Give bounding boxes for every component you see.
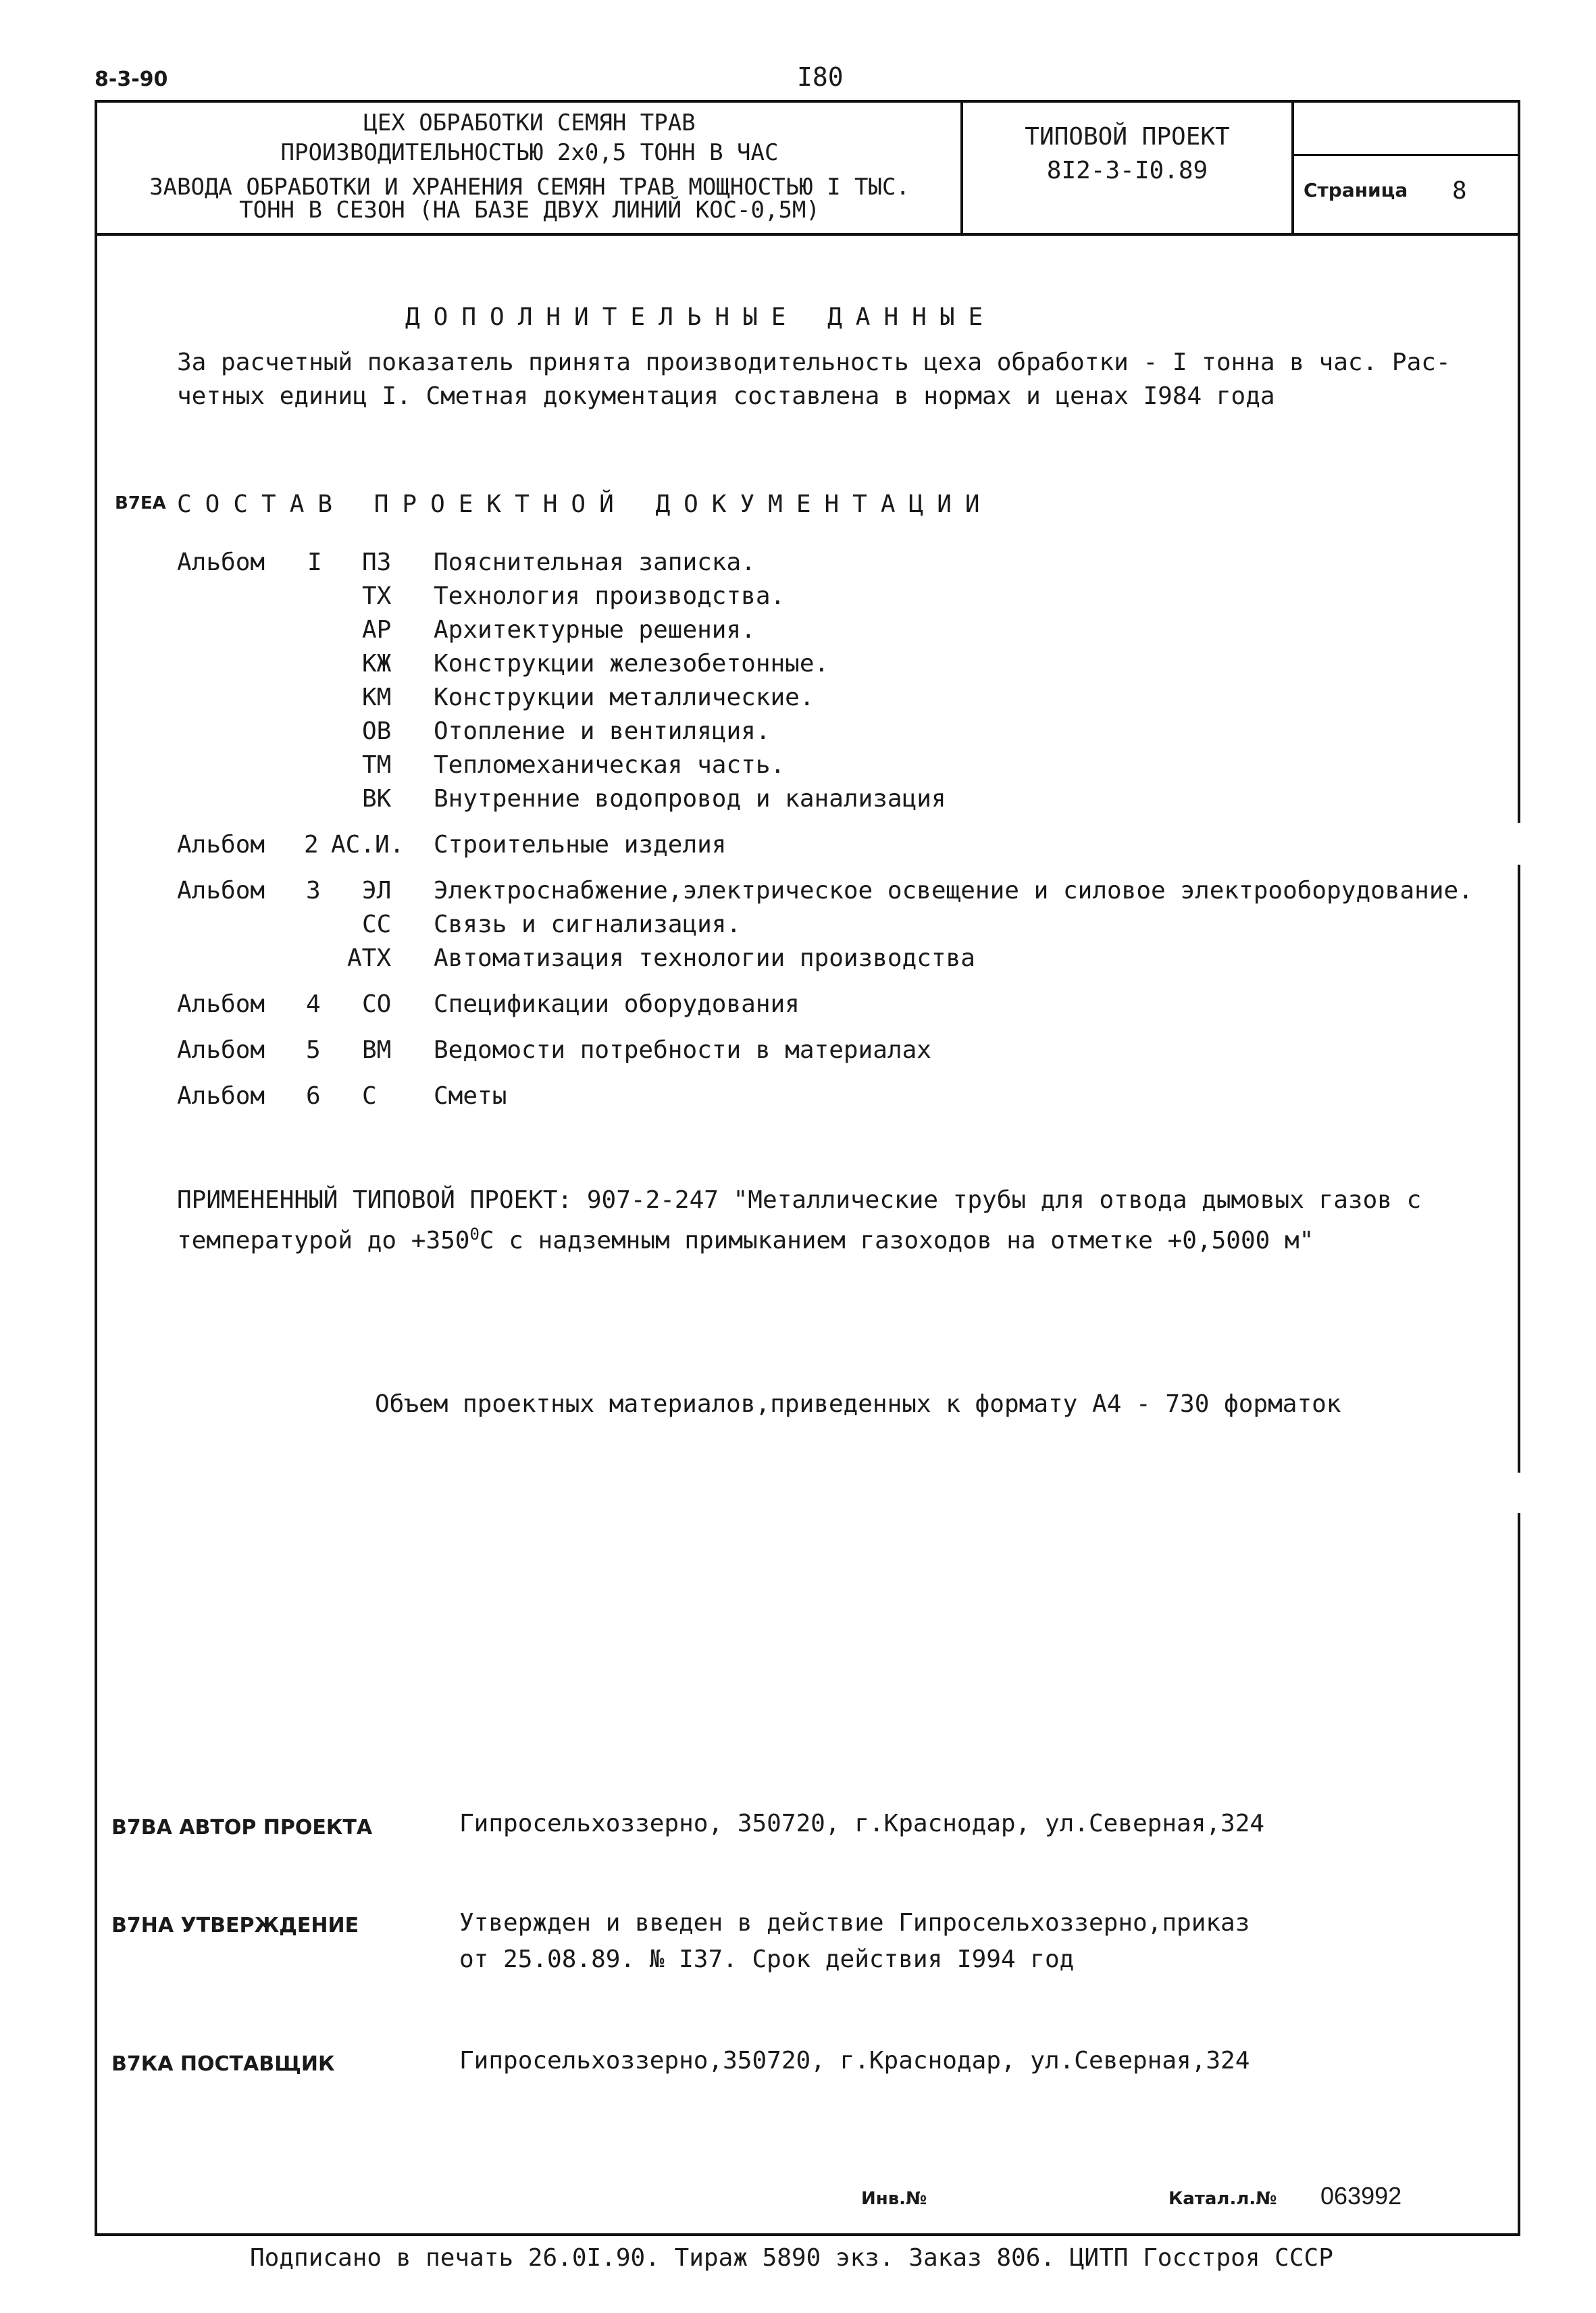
frame-left-border <box>95 100 97 2235</box>
approval-line: Утвержден и введен в действие Гипросельхоззерно,приказ <box>459 1909 1250 1937</box>
project-label: ТИПОВОЙ ПРОЕКТ <box>1025 123 1230 151</box>
page-label: Страница <box>1304 179 1408 201</box>
section-code: ВМ <box>362 1036 392 1064</box>
header-divider <box>1291 154 1520 156</box>
section-code: АР <box>362 616 392 644</box>
album-number: I <box>307 549 322 576</box>
applied-text: С с надземным примыканием газоходов на отметке +0,5000 м" <box>479 1227 1314 1254</box>
section-desc: Отопление и вентиляция. <box>434 717 771 745</box>
author-value: Гипросельхоззерно, 350720, г.Краснодар, ул.Северная,324 <box>459 1810 1265 1837</box>
applied-project-line: ПРИМЕНЕННЫЙ ТИПОВОЙ ПРОЕКТ: 907-2-247 "Металлические трубы для отвода дымовых газов с <box>177 1186 1422 1214</box>
project-number: 8I2-3-I0.89 <box>1046 157 1208 184</box>
section-desc: Тепломеханическая часть. <box>434 751 786 779</box>
section-code: СО <box>362 990 392 1018</box>
frame-right-border <box>1518 100 1520 823</box>
author-label: В7ВА АВТОР ПРОЕКТА <box>111 1816 373 1839</box>
section-code: СС <box>362 911 392 938</box>
album-number: 4 <box>306 990 321 1018</box>
composition-code: В7ЕА <box>115 493 166 513</box>
album-label: Альбом <box>177 1036 265 1064</box>
catalog-label: Катал.л.№ <box>1168 2189 1277 2209</box>
applied-project-line <box>177 1217 1314 1258</box>
section-code: ТХ <box>362 582 392 610</box>
supplier-value: Гипросельхоззерно,350720, г.Краснодар, ул.Северная,324 <box>459 2047 1250 2075</box>
approval-line: от 25.08.89. № I37. Срок действия I994 год <box>459 1946 1075 1973</box>
section-code: ВК <box>362 785 392 813</box>
section-code: ПЗ <box>362 549 392 576</box>
frame-bottom-border <box>95 2233 1520 2236</box>
section-code: АТХ <box>347 944 392 972</box>
header-title-line: ПРОИЗВОДИТЕЛЬНОСТЬЮ 2х0,5 ТОНН В ЧАС <box>280 139 779 166</box>
section-desc: Конструкции металлические. <box>434 684 815 711</box>
supplier-label: В7КА ПОСТАВЩИК <box>111 2052 335 2076</box>
section-desc: Конструкции железобетонные. <box>434 650 829 678</box>
section-desc: Строительные изделия <box>434 831 727 859</box>
header-title-line: ТОНН В СЕЗОН (НА БАЗЕ ДВУХ ЛИНИЙ КОС-0,5М) <box>239 197 820 224</box>
degree-sup: 0 <box>469 1225 480 1244</box>
section-desc: Сметы <box>434 1082 507 1110</box>
album-label: Альбом <box>177 831 265 859</box>
applied-text: температурой до +350 <box>177 1227 470 1254</box>
album-label: Альбом <box>177 1082 265 1110</box>
album-number: 3 <box>306 877 321 905</box>
header-title-line: ЦЕХ ОБРАБОТКИ СЕМЯН ТРАВ <box>363 109 696 136</box>
album-number: 5 <box>306 1036 321 1064</box>
section-desc: Автоматизация технологии производства <box>434 944 975 972</box>
frame-right-border <box>1518 865 1520 1473</box>
section-code: КЖ <box>362 650 392 678</box>
section-desc: Архитектурные решения. <box>434 616 756 644</box>
header-divider <box>95 233 1520 236</box>
album-label: Альбом <box>177 877 265 905</box>
album-number: 6 <box>306 1082 321 1110</box>
inventory-label: Инв.№ <box>861 2189 927 2209</box>
volume-text: Объем проектных материалов,приведенных к формату А4 - 730 форматок <box>375 1390 1341 1418</box>
section-code: ОВ <box>362 717 392 745</box>
frame-top-border <box>95 100 1520 103</box>
frame-right-border <box>1518 1513 1520 2235</box>
print-info: Подписано в печать 26.0I.90. Тираж 5890 экз. Заказ 806. ЦИТП Госстроя СССР <box>250 2244 1333 2272</box>
section-desc: Внутренние водопровод и канализация <box>434 785 946 813</box>
header-title-line: ЗАВОДА ОБРАБОТКИ И ХРАНЕНИЯ СЕМЯН ТРАВ МОЩНОСТЬЮ I ТЫС. <box>149 174 910 201</box>
section-code: АС.И. <box>331 831 405 859</box>
composition-heading: СОСТАВ ПРОЕКТНОЙ ДОКУМЕНТАЦИИ <box>177 490 994 518</box>
section-desc: Спецификации оборудования <box>434 990 800 1018</box>
header-divider <box>1291 100 1294 235</box>
section-code: КМ <box>362 684 392 711</box>
section-code: ЭЛ <box>362 877 392 905</box>
catalog-value: 063992 <box>1320 2182 1402 2210</box>
extra-text-line: четных единиц I. Сметная документация составлена в нормах и ценах I984 года <box>177 382 1275 410</box>
section-desc: Электроснабжение,электрическое освещение и силовое электрооборудование. <box>434 877 1473 905</box>
album-label: Альбом <box>177 990 265 1018</box>
approval-label: В7НА УТВЕРЖДЕНИЕ <box>111 1914 359 1937</box>
header-title <box>99 108 960 224</box>
album-label: Альбом <box>177 549 265 576</box>
page-number: I80 <box>797 62 844 92</box>
section-code: ТМ <box>362 751 392 779</box>
section-desc: Технология производства. <box>434 582 786 610</box>
section-desc: Пояснительная записка. <box>434 549 756 576</box>
document-code: 8-3-90 <box>95 68 168 91</box>
project-block <box>963 120 1291 188</box>
page-value: 8 <box>1452 177 1467 205</box>
extra-text-line: За расчетный показатель принята производительность цеха обработки - I тонна в час. Рас- <box>177 349 1451 376</box>
album-number: 2 <box>304 831 319 859</box>
section-code: С <box>362 1082 377 1110</box>
section-desc: Ведомости потребности в материалах <box>434 1036 931 1064</box>
extra-heading: ДОПОЛНИТЕЛЬНЫЕ ДАННЫЕ <box>405 303 997 331</box>
section-desc: Связь и сигнализация. <box>434 911 742 938</box>
